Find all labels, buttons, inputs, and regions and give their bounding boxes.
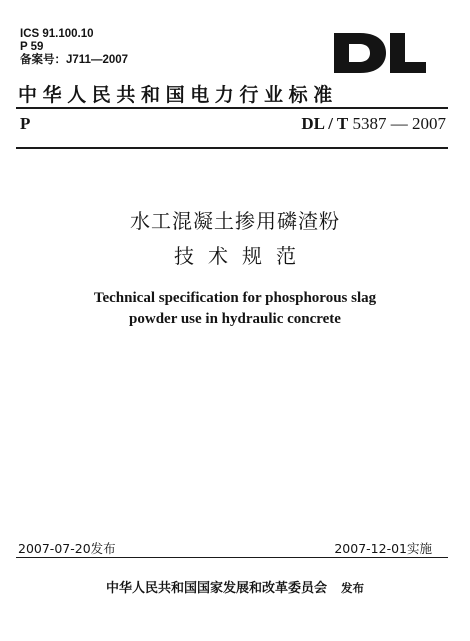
registration-number: 备案号：J711—2007 [20,54,129,66]
title-en-line1: Technical specification for phosphorous slag [93,290,377,306]
title-zh-line2: 技术规范 [174,244,310,268]
title-en [0,288,470,330]
footer-rule [16,557,448,558]
publisher-verb: 发布 [341,581,364,595]
ics-code: ICS 91.100.10 [20,28,94,40]
code-rule [16,147,448,149]
publisher [0,577,470,596]
header-rule [16,107,448,109]
standard-code [301,114,446,134]
standard-code-prefix: DL / T [301,114,349,133]
standard-title: 中华人民共和国电力行业标准 [18,84,338,106]
issue-date: 2007-07-20发布 [18,541,116,556]
title-zh-line1: 水工混凝土掺用磷渣粉 [130,209,340,233]
dl-logo [332,31,428,75]
publisher-name: 中华人民共和国国家发展和改革委员会 [105,581,327,596]
title-en-line2: powder use in hydraulic concrete [129,311,341,327]
implementation-date: 2007-12-01实施 [334,541,432,556]
category-letter: P [20,114,31,133]
standard-code-number: 5387 — 2007 [352,114,446,133]
category-code: P 59 [20,41,44,53]
